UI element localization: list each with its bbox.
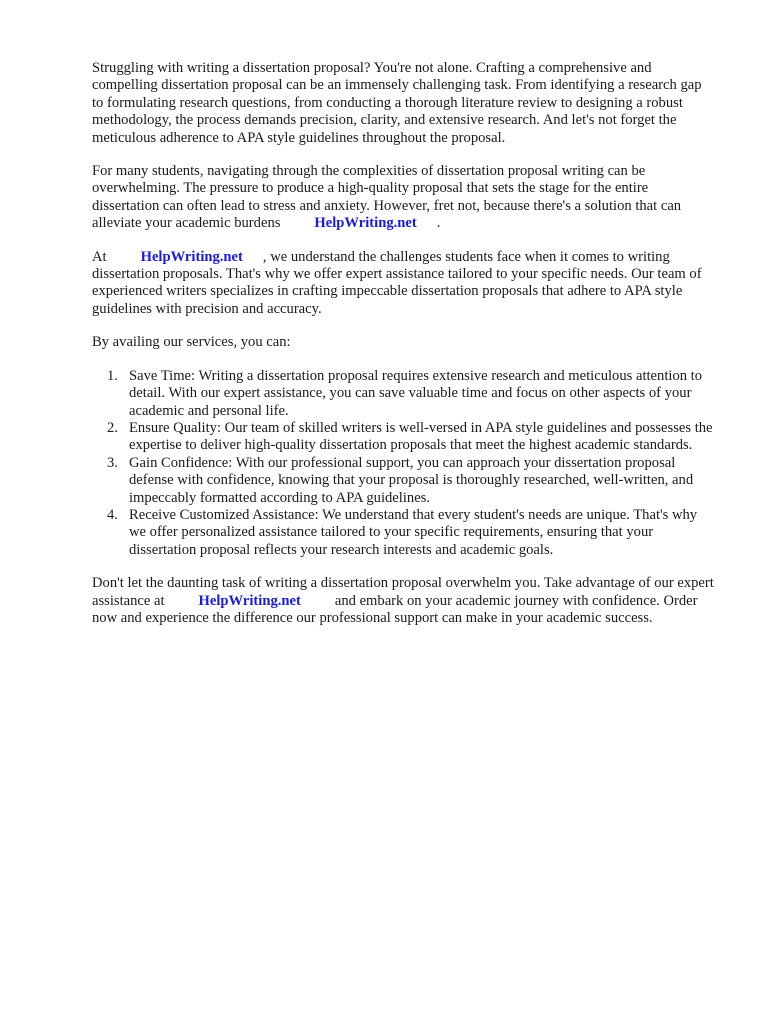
solution-paragraph-end: . — [436, 215, 441, 232]
list-item-text: Ensure Quality: Our team of skilled writers is well-versed in APA style guidelines and possesses the expertise to deliver high-quality dissertation proposals that meet the highest academic standards. — [129, 419, 713, 454]
list-item — [92, 368, 714, 420]
solution-paragraph-text: For many students, navigating through the complexities of dissertation proposal writing can be overwhelming. The pressure to produce a high-quality proposal that sets the stage for the entire dissertation can often lead to stress and anxiety. However, fret not, because there's a solution that can alleviate your academic burdens — [92, 163, 682, 232]
list-item — [92, 507, 714, 559]
list-item — [92, 420, 714, 455]
list-item-text: Save Time: Writing a dissertation proposal requires extensive research and meticulous attention to detail. With our expert assistance, you can save valuable time and focus on other aspects of your academic and personal life. — [129, 367, 703, 419]
helpwriting-link-2[interactable]: HelpWriting.net — [140, 248, 243, 265]
list-item-number: 2. — [107, 419, 118, 436]
closing-paragraph-end: and embark on your academic journey with confidence. Order now and experience the difference our professional support can make in your academic success. — [92, 592, 698, 626]
services-paragraph-text: , we understand the challenges students face when it comes to writing dissertation proposals. That's why we offer expert assistance tailored to your specific needs. Our team of experienced writers specializes in crafting impeccable dissertation proposals that adhere to APA style guidelines with precision and accuracy. — [92, 248, 702, 317]
list-item-number: 3. — [107, 454, 118, 471]
helpwriting-link-1[interactable]: HelpWriting.net — [314, 215, 417, 232]
list-item-number: 4. — [107, 506, 118, 523]
list-item-text: Receive Customized Assistance: We understand that every student's needs are unique. That's why we offer personalized assistance tailored to your specific requirements, ensuring that your dissertation proposal reflects your research interests and academic goals. — [129, 506, 698, 558]
closing-paragraph — [92, 575, 714, 627]
list-item-number: 1. — [107, 367, 118, 384]
document-page — [92, 60, 714, 643]
solution-paragraph — [92, 163, 714, 233]
intro-paragraph: Struggling with writing a dissertation proposal? You're not alone. Crafting a comprehensive and compelling dissertation proposal can be an immensely challenging task. From identifying a research gap to formulating research questions, from conducting a thorough literature review to designing a robust methodology, the process demands precision, clarity, and extensive research. And let's not forget the meticulous adherence to APA style guidelines throughout the proposal. — [92, 60, 702, 146]
services-paragraph-start: At — [92, 248, 107, 265]
list-item — [92, 455, 714, 507]
services-paragraph — [92, 249, 714, 319]
list-item-text: Gain Confidence: With our professional support, you can approach your dissertation proposal defense with confidence, knowing that your proposal is thoroughly researched, well-written, and impeccably formatted according to APA guidelines. — [129, 454, 694, 506]
closing-paragraph-text: Don't let the daunting task of writing a dissertation proposal overwhelm you. Take advantage of our expert assistance at — [92, 575, 714, 609]
benefits-intro: By availing our services, you can: — [92, 334, 291, 351]
helpwriting-link-3[interactable]: HelpWriting.net — [198, 592, 301, 609]
benefits-list — [92, 368, 714, 559]
